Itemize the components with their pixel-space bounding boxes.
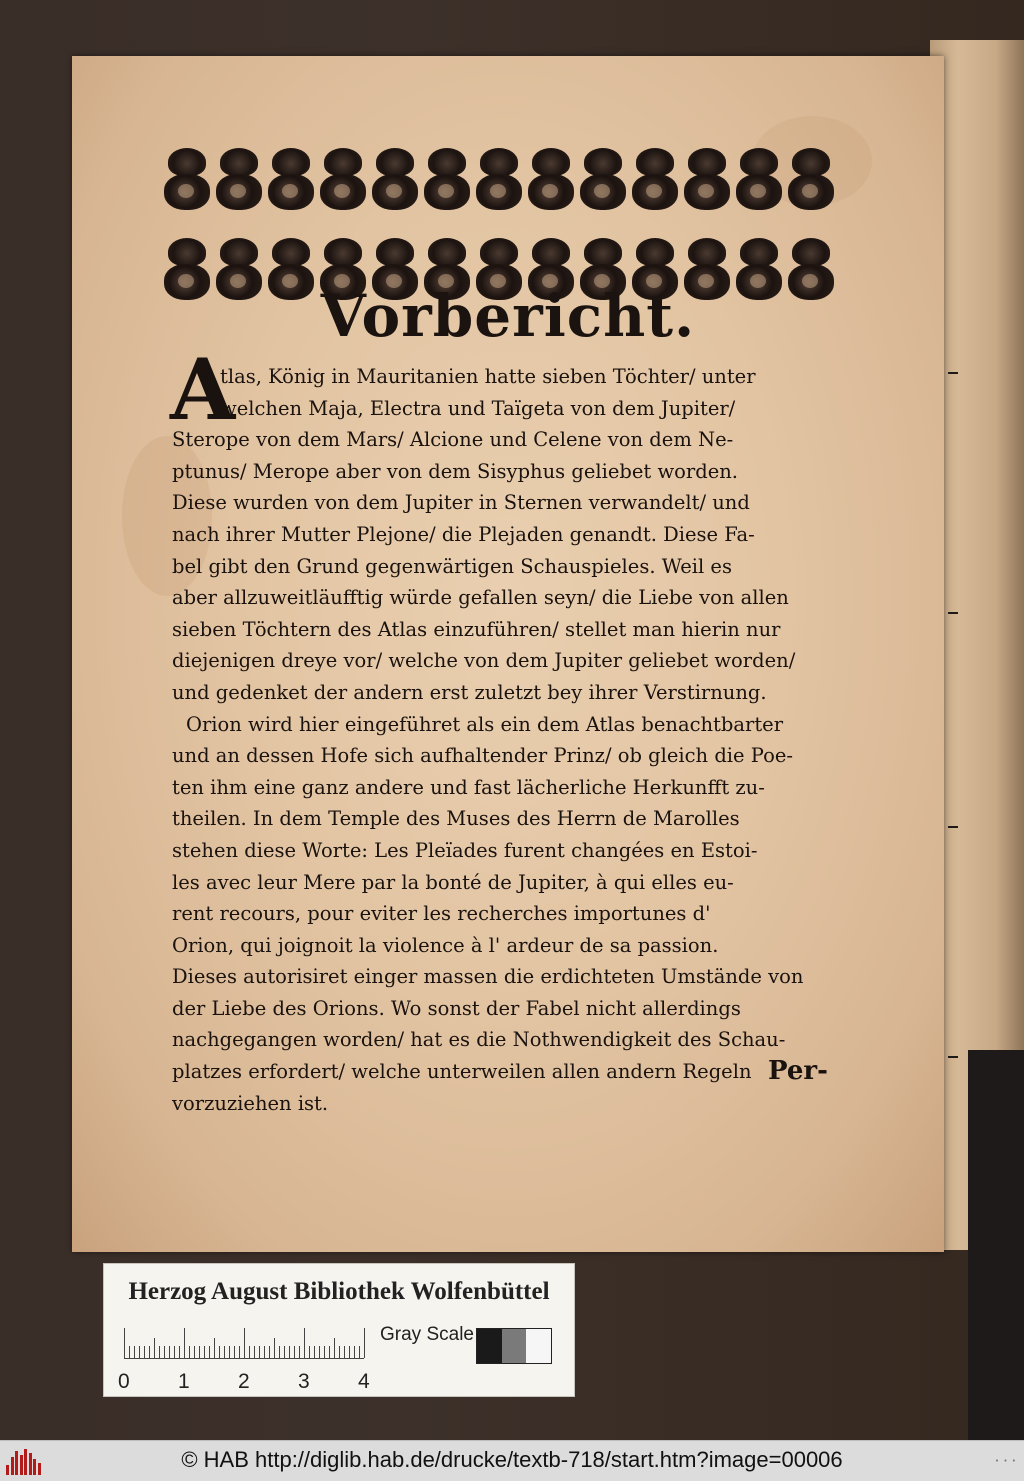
ruler-tick [259, 1346, 260, 1358]
ruler-tick [159, 1346, 160, 1358]
dark-strip [968, 1050, 1024, 1440]
text-line: bel gibt den Grund gegenwärtigen Schauspieles. Weil es [172, 554, 732, 578]
ornament-flower [164, 144, 210, 214]
footer-bar [0, 1440, 1024, 1481]
text-line: stehen diese Worte: Les Pleïades furent changées en Estoi- [172, 838, 758, 862]
margin-mark [948, 826, 958, 828]
ruler-tick [234, 1346, 235, 1358]
ruler-tick [254, 1346, 255, 1358]
margin-mark [948, 612, 958, 614]
ruler-tick [294, 1346, 295, 1358]
margin-mark [948, 372, 958, 374]
text-line: theilen. In dem Temple des Muses des Herrn de Marolles [172, 807, 740, 831]
ruler-tick [334, 1338, 335, 1358]
ornament-flower [268, 144, 314, 214]
ruler-numbers [118, 1370, 378, 1394]
ruler-baseline [124, 1358, 364, 1359]
text-line: les avec leur Mere par la bonté de Jupiter, à qui elles eu- [172, 870, 734, 894]
ruler-tick [174, 1346, 175, 1358]
ruler-tick [314, 1346, 315, 1358]
ruler-tick [304, 1328, 305, 1358]
ruler-tick [199, 1346, 200, 1358]
ornament-row [164, 144, 834, 222]
ruler-tick [154, 1338, 155, 1358]
ornament-flower [216, 144, 262, 214]
ornament-flower [476, 144, 522, 214]
ruler-tick [354, 1346, 355, 1358]
ruler-tick [204, 1346, 205, 1358]
text-line: Sterope von dem Mars/ Alcione und Celene von dem Ne- [172, 428, 734, 452]
ruler-tick [274, 1338, 275, 1358]
text-line: Diese wurden von dem Jupiter in Sternen verwandelt/ und [172, 491, 750, 515]
gray-scale-swatch [476, 1328, 552, 1364]
text-line: sieben Töchtern des Atlas einzuführen/ stellet man hierin nur [172, 617, 781, 641]
ruler-tick [364, 1328, 365, 1358]
copyright-url[interactable]: © HAB http://diglib.hab.de/drucke/textb-718/start.htm?image=00006 [181, 1447, 843, 1472]
ornament-flower [424, 144, 470, 214]
ruler-tick [324, 1346, 325, 1358]
ruler-tick [169, 1346, 170, 1358]
text-line: vorzuziehen ist. [172, 1091, 329, 1115]
ornament-flower [632, 144, 678, 214]
ruler-tick [329, 1346, 330, 1358]
text-line: Orion, qui joignoit la violence à l' ardeur de sa passion. [172, 933, 719, 957]
gray-scale-label: Gray Scale [380, 1324, 474, 1345]
text-line: und gedenket der andern erst zuletzt bey ihrer Verstirnung. [172, 680, 767, 704]
text-line: nach ihrer Mutter Plejone/ die Plejaden genandt. Diese Fa- [172, 522, 755, 546]
ruler-tick [244, 1328, 245, 1358]
ruler-tick [219, 1346, 220, 1358]
text-line: und an dessen Hofe sich aufhaltender Prinz/ ob gleich die Poe- [172, 744, 793, 768]
gray-swatch [502, 1329, 527, 1363]
ruler-tick [164, 1346, 165, 1358]
ruler-number: 4 [358, 1370, 370, 1393]
document-page [72, 56, 944, 1252]
ruler-tick [319, 1346, 320, 1358]
body-text [172, 361, 862, 1119]
ruler-tick [299, 1346, 300, 1358]
ruler-tick [209, 1346, 210, 1358]
ruler-tick [124, 1328, 125, 1358]
ruler-tick [344, 1346, 345, 1358]
library-name: Herzog August Bibliothek Wolfenbüttel [128, 1278, 550, 1305]
ruler-tick [149, 1346, 150, 1358]
text-line: der Liebe des Orions. Wo sonst der Fabel nicht allerdings [172, 996, 741, 1020]
ruler-tick [224, 1346, 225, 1358]
text-line: aber allzuweitläufftig würde gefallen seyn/ die Liebe von allen [172, 586, 789, 610]
ornament-flower [736, 144, 782, 214]
footer-dots: • • • [994, 1457, 1016, 1465]
ornament-flower [320, 144, 366, 214]
ornament-flower [372, 144, 418, 214]
ruler-tick [229, 1346, 230, 1358]
ruler-tick [139, 1346, 140, 1358]
ruler-tick [214, 1338, 215, 1358]
text-line: nachgegangen worden/ hat es die Nothwendigkeit des Schau- [172, 1028, 786, 1052]
ruler-tick [194, 1346, 195, 1358]
text-line: ten ihm eine ganz andere und fast lächerliche Herkunfft zu- [172, 775, 765, 799]
ruler-tick [239, 1346, 240, 1358]
ruler-number: 1 [178, 1370, 190, 1393]
ruler [124, 1324, 364, 1360]
ruler-tick [284, 1346, 285, 1358]
text-line: tlas, König in Mauritanien hatte sieben Töchter/ unter [220, 365, 756, 388]
ornament-flower [684, 144, 730, 214]
catchword: Per- [768, 1056, 828, 1086]
page-title: Vorbericht. [320, 282, 696, 350]
ruler-tick [309, 1346, 310, 1358]
ruler-tick [129, 1346, 130, 1358]
text-line: ptunus/ Merope aber von dem Sisyphus geliebet worden. [172, 459, 739, 483]
text-line: rent recours, pour eviter les recherches importunes d' [172, 902, 711, 926]
ruler-tick [144, 1346, 145, 1358]
ruler-tick [134, 1346, 135, 1358]
margin-mark [948, 1056, 958, 1058]
ruler-tick [279, 1346, 280, 1358]
text-line: Dieses autorisiret einger massen die erdichteten Umstände von [172, 965, 804, 989]
ruler-tick [289, 1346, 290, 1358]
ruler-tick [339, 1346, 340, 1358]
ruler-number: 0 [118, 1370, 130, 1393]
ruler-tick [359, 1346, 360, 1358]
gray-swatch [477, 1329, 502, 1363]
ruler-tick [189, 1346, 190, 1358]
ruler-number: 2 [238, 1370, 250, 1393]
text-line: Orion wird hier eingeführet als ein dem Atlas benachtbarter [186, 712, 784, 736]
gray-swatch [526, 1329, 551, 1363]
text-line: platzes erfordert/ welche unterweilen allen andern Regeln [172, 1060, 752, 1084]
ruler-tick [179, 1346, 180, 1358]
text-line: welchen Maja, Electra und Taïgeta von dem Jupiter/ [220, 396, 736, 420]
ruler-tick [269, 1346, 270, 1358]
ornament-flower [788, 144, 834, 214]
drop-cap: A [170, 340, 236, 439]
ruler-number: 3 [298, 1370, 310, 1393]
ornament-flower [580, 144, 626, 214]
ruler-tick [184, 1328, 185, 1358]
ornament-flower [528, 144, 574, 214]
library-color-card [103, 1263, 575, 1397]
ruler-tick [349, 1346, 350, 1358]
ruler-tick [249, 1346, 250, 1358]
text-line: diejenigen dreye vor/ welche von dem Jupiter geliebet worden/ [172, 649, 796, 673]
ruler-tick [264, 1346, 265, 1358]
